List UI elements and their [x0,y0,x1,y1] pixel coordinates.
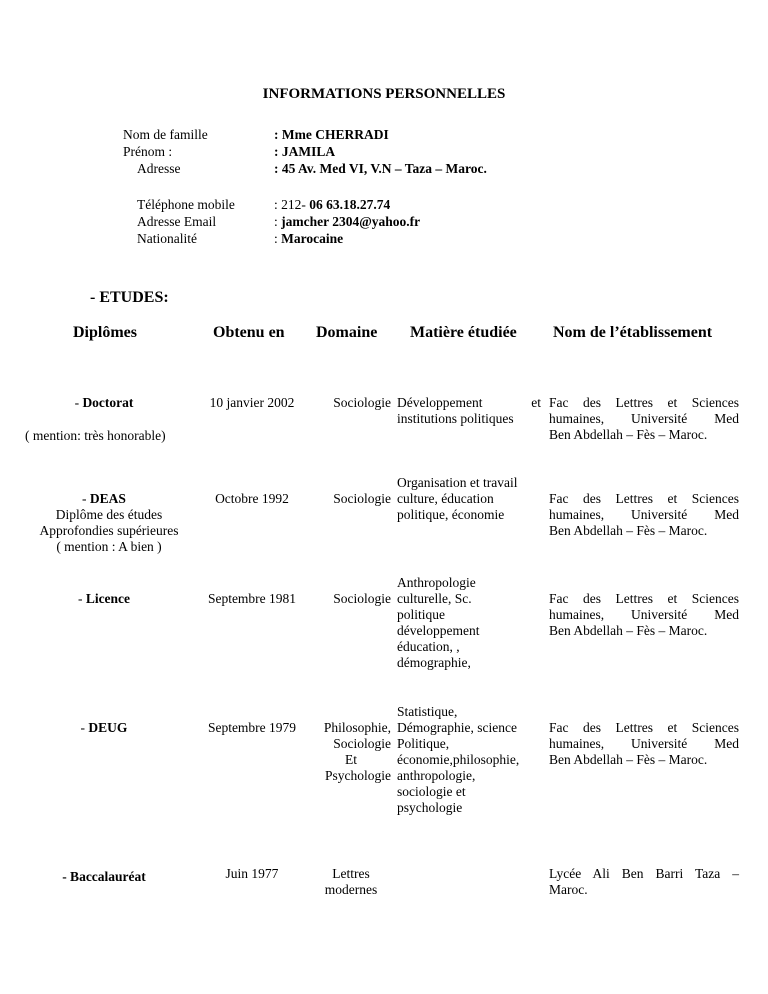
diplome-detail: Approfondies supérieures [39,523,179,538]
domaine-line: Sociologie [333,395,391,410]
diplome-title [15,720,193,736]
obtenu-date: Septembre 1979 [207,720,297,735]
domaine-line: Sociologie [333,591,391,606]
diplome-title [15,395,193,411]
etablissement-line: Lycée Ali Ben Barri Taza – [549,866,739,881]
diplome-name: Doctorat [82,395,134,410]
diplome-name: Licence [85,591,131,606]
telephone-prefix: : 212- [274,197,310,212]
etablissement-line: Fac des Lettres et Sciences [549,591,739,606]
matiere-line: anthropologie, [397,768,476,783]
nationalite-value [274,231,343,247]
etablissement-line: humaines, Université Med [549,507,739,522]
domaine-line: Sociologie [333,736,391,751]
diplome-detail: ( mention : A bien ) [56,539,162,554]
diplome-dash: - [77,591,86,606]
email-address: jamcher 2304@yahoo.fr [281,214,421,229]
nationalite-text: Marocaine [281,231,344,246]
matiere-line: politique [397,607,445,622]
email-value [274,214,420,230]
telephone-number: 06 63.18.27.74 [309,197,391,212]
matiere-line: politique, économie [397,507,505,522]
domaine-line: Sociologie [333,491,391,506]
domaine-line: Philosophie, [323,720,391,735]
matiere-line: Développement et [397,395,541,410]
adresse-value: : 45 Av. Med VI, V.N – Taza – Maroc. [274,161,487,176]
etablissement-line: humaines, Université Med [549,607,739,622]
matiere-line: institutions politiques [397,411,514,426]
header-domaine: Domaine [316,324,378,341]
page-title: INFORMATIONS PERSONNELLES [262,86,506,102]
etablissement-line: Ben Abdellah – Fès – Maroc. [549,623,708,638]
matiere-line: Anthropologie [397,575,476,590]
diplome-title [15,591,193,607]
adresse-label: Adresse [137,161,181,176]
matiere-line: Statistique, [397,704,458,719]
etablissement-line: Fac des Lettres et Sciences [549,720,739,735]
etablissement-line: Fac des Lettres et Sciences [549,395,739,410]
obtenu-date: Octobre 1992 [215,491,289,506]
nationalite-label: Nationalité [137,231,197,246]
matiere-line: Démographie, science [397,720,517,735]
diplome-name: DEUG [88,720,128,735]
matiere-line: économie,philosophie, [397,752,520,767]
prenom-label: Prénom : [123,144,173,159]
etudes-heading: - ETUDES: [90,289,169,306]
etablissement-line: Maroc. [549,882,588,897]
telephone-label: Téléphone mobile [137,197,235,212]
header-diplomes: Diplômes [73,324,137,341]
obtenu-date: Juin 1977 [225,866,279,881]
header-matiere: Matière étudiée [410,324,517,341]
domaine-line: modernes [324,882,378,897]
diplome-dash: - [74,395,83,410]
diplome-detail: ( mention: très honorable) [25,428,166,443]
etablissement-line: humaines, Université Med [549,736,739,751]
domaine-line: Et [345,752,357,767]
nom-value: : Mme CHERRADI [274,127,389,142]
obtenu-date: Septembre 1981 [207,591,297,606]
nom-label: Nom de famille [123,127,208,142]
obtenu-date: 10 janvier 2002 [209,395,295,410]
etablissement-line: Fac des Lettres et Sciences [549,491,739,506]
etablissement-line: Ben Abdellah – Fès – Maroc. [549,523,708,538]
diplome-name: - Baccalauréat [62,869,146,884]
matiere-line: éducation, , [397,639,460,654]
email-label: Adresse Email [137,214,217,229]
header-etablissement: Nom de l’établissement [553,324,713,341]
etablissement-line: humaines, Université Med [549,411,739,426]
domaine-line: Psychologie [325,768,391,783]
etablissement-line: Ben Abdellah – Fès – Maroc. [549,752,708,767]
matiere-line: culture, éducation [397,491,494,506]
nationalite-prefix: : [274,231,282,246]
header-obtenu-en: Obtenu en [213,324,285,341]
matiere-line: Politique, [397,736,450,751]
matiere-line: psychologie [397,800,463,815]
email-prefix: : [274,214,282,229]
prenom-value: : JAMILA [274,144,336,159]
diplome-name: DEAS [89,491,126,506]
diplome-dash: - [82,491,90,506]
diplome-title [15,491,193,507]
diplome-detail: Diplôme des études [55,507,163,522]
matiere-line: sociologie et [397,784,466,799]
domaine-line: Lettres [332,866,370,881]
telephone-value [274,197,390,213]
diplome-dash: - [80,720,89,735]
matiere-line: Organisation et travail [397,475,518,490]
matiere-line: développement [397,623,480,638]
matiere-line: démographie, [397,655,471,670]
diplome-title [15,869,193,885]
matiere-line: culturelle, Sc. [397,591,472,606]
etablissement-line: Ben Abdellah – Fès – Maroc. [549,427,708,442]
